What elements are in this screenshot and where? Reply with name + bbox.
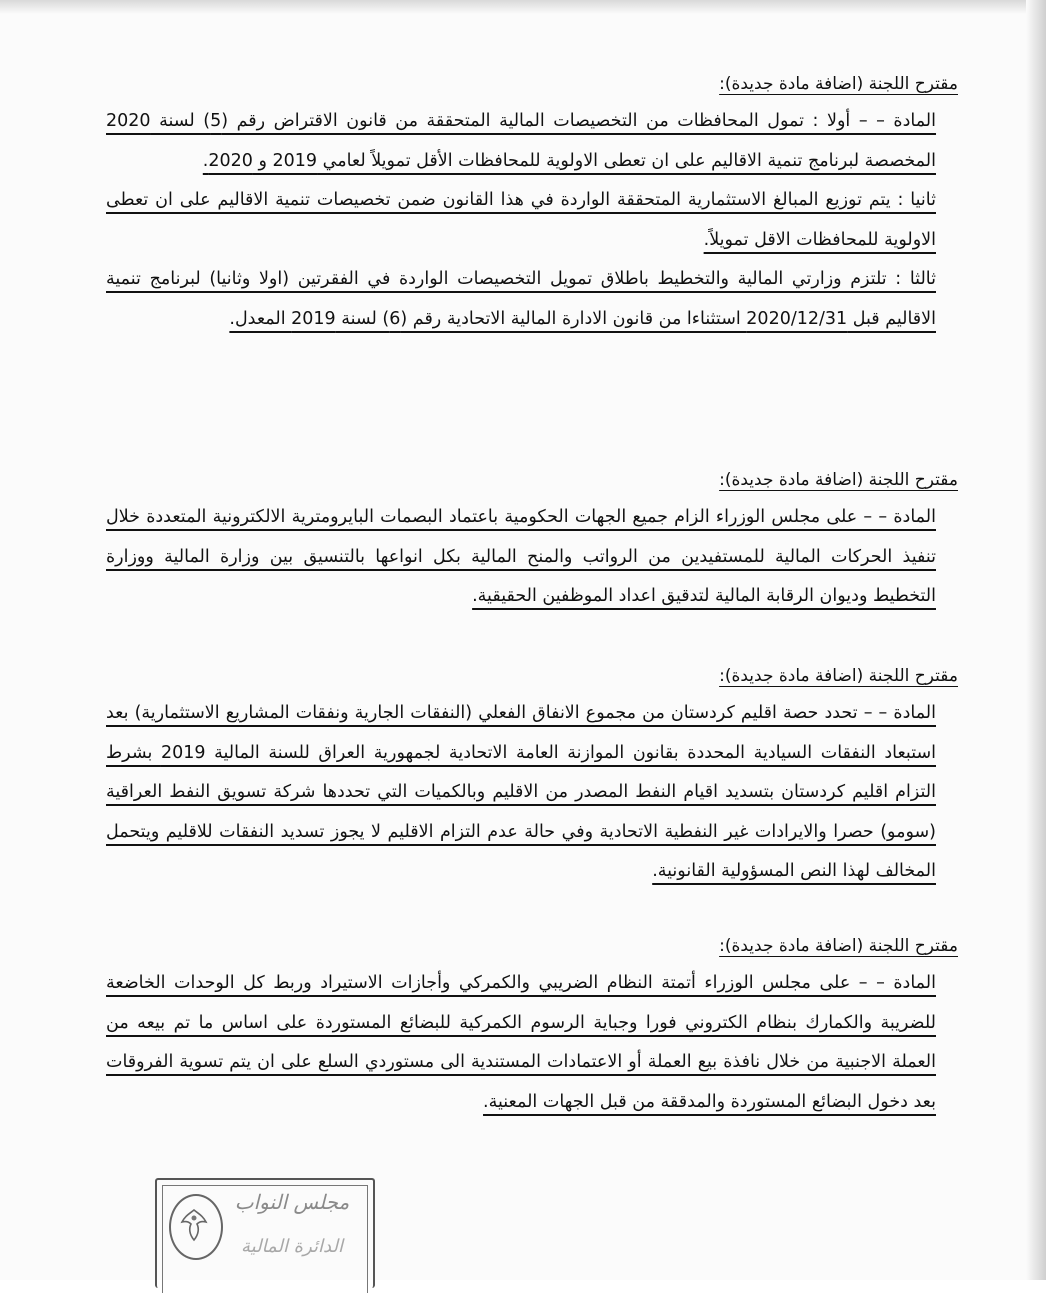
article-paragraph: المادة – – على مجلس الوزراء أتمتة النظام الضريبي والكمركي وأجازات الاستيراد وربط كل الوحدات الخاضعة للضريبة والكمارك بنظام الكتروني فورا وجباية الرسوم الكمركية للبضائع المستوردة على اساس ما تم بيعه من العملة الاجنبية من خلال نافذة بيع العملة أو الاعتمادات المستندية الى مستوردي السلع على ان يتم تسوية الفروقات بعد دخول البضائع المستوردة والمدققة من قبل الجهات المعنية. xyxy=(106,973,936,1112)
proposal-section-2 xyxy=(106,468,958,617)
section-heading: مقترح اللجنة (اضافة مادة جديدة): xyxy=(719,74,958,94)
article-paragraph: المادة – – على مجلس الوزراء الزام جميع الجهات الحكومية باعتماد البصمات البايرومترية الالكترونية المتعددة خلال تنفيذ الحركات المالية للمستفيدين من الرواتب والمنح المالية بكل انواعها بالتنسيق بين وزارة المالية ووزارة التخطيط وديوان الرقابة المالية لتدقيق اعداد الموظفين الحقيقية. xyxy=(106,507,936,606)
stamp-line-department: الدائرة المالية xyxy=(241,1236,343,1257)
proposal-section-1 xyxy=(106,72,958,339)
article-paragraph-first: المادة – – أولا : تمول المحافظات من التخصيصات المالية المتحققة من قانون الاقتراض رقم (5) لسنة 2020 المخصصة لبرنامج تنمية الاقاليم على ان تعطى الاولوية للمحافظات الأقل تمويلاً لعامي 2019 و 2020. xyxy=(106,111,937,171)
scan-shadow-right xyxy=(1026,0,1046,1280)
iraq-eagle-seal-icon xyxy=(169,1194,223,1260)
article-paragraph-second: ثانيا : يتم توزيع المبالغ الاستثمارية المتحققة الواردة في هذا القانون ضمن تخصيصات تنمية الاقاليم على ان تعطى الاولوية للمحافظات الاقل تمويلاً. xyxy=(106,190,936,250)
proposal-section-3 xyxy=(106,664,958,892)
article-paragraph-third: ثالثا : تلتزم وزارتي المالية والتخطيط باطلاق تمويل التخصيصات الواردة في الفقرتين (اولا وثانيا) لبرنامج تنمية الاقاليم قبل 2020/12/31 استثناءا من قانون الادارة المالية الاتحادية رقم (6) لسنة 2019 المعدل. xyxy=(106,269,936,329)
section-heading: مقترح اللجنة (اضافة مادة جديدة): xyxy=(719,470,958,490)
stamp-line-council: مجلس النواب xyxy=(234,1190,350,1214)
section-heading: مقترح اللجنة (اضافة مادة جديدة): xyxy=(719,666,958,686)
official-stamp xyxy=(155,1178,375,1288)
article-paragraph: المادة – – تحدد حصة اقليم كردستان من مجموع الانفاق الفعلي (النفقات الجارية ونفقات المشاريع الاستثمارية) بعد استبعاد النفقات السيادية المحددة بقانون الموازنة العامة الاتحادية لجمهورية العراق للسنة المالية 2019 بشرط التزام اقليم كردستان بتسديد اقيام النفط المصدر من الاقليم وبالكميات التي تحددها شركة تسويق النفط العراقية (سومو) حصرا والايرادات غير النفطية الاتحادية وفي حالة عدم التزام الاقليم لا يجوز تسديد النفقات للاقليم ويتحمل المخالف لهذا النص المسؤولية القانونية. xyxy=(106,703,936,881)
scan-shadow-top xyxy=(0,0,1046,14)
proposal-section-4 xyxy=(106,934,958,1122)
section-heading: مقترح اللجنة (اضافة مادة جديدة): xyxy=(719,936,958,956)
